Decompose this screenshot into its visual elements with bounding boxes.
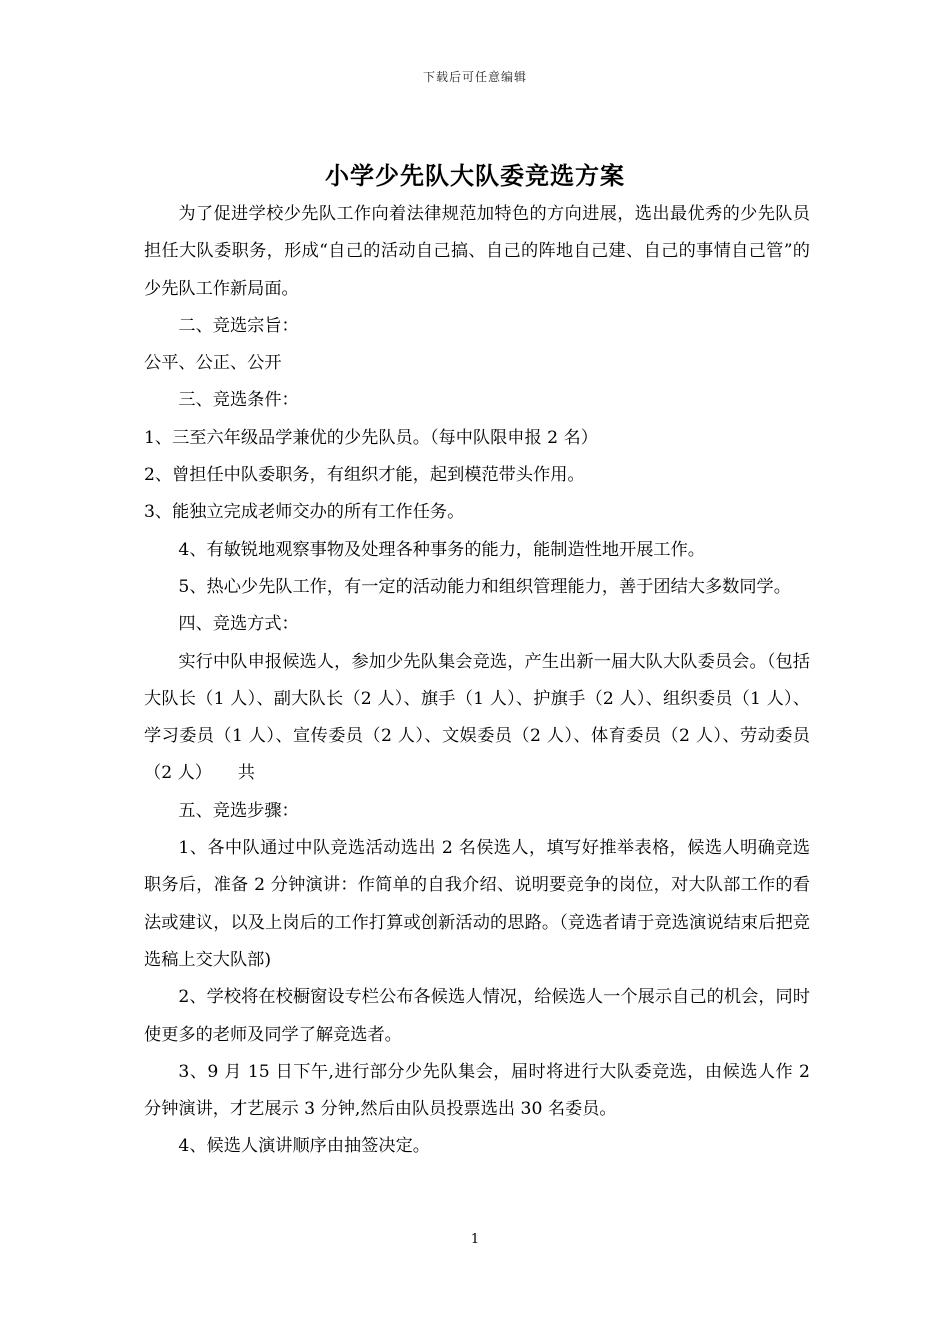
condition-item-5: 5、热心少先队工作，有一定的活动能力和组织管理能力，善于团结大多数同学。: [178, 576, 791, 597]
condition-item-4: 4、有敏锐地观察事物及处理各种事务的能力，能制造性地开展工作。: [178, 539, 705, 560]
section-heading-purpose: 二、竞选宗旨：: [178, 315, 299, 336]
method-paragraph: 实行中队申报候选人，参加少先队集会竞选，产生出新一届大队大队委员会。（包括大队长（1 人）、副大队长（2 人）、旗手（1 人）、护旗手（2 人）、组织委员（1 人）、学习委员（1 人）、宣传委员（2 人）、文娱委员（2 人）、体育委员（2 人）、劳动委员（2 人） 共: [144, 651, 810, 784]
condition-item-2: 2、曾担任中队委职务，有组织才能，起到模范带头作用。: [144, 465, 585, 486]
page-number: 1: [470, 1232, 480, 1247]
condition-item-3: 3、能独立完成老师交办的所有工作任务。: [144, 502, 465, 523]
document-body: [144, 196, 810, 1166]
intro-paragraph: 为了促进学校少先队工作向着法律规范加特色的方向进展，选出最优秀的少先队员担任大队委职务，形成“自己的活动自己搞、自己的阵地自己建、自己的事情自己管”的少先队工作新局面。: [144, 204, 810, 299]
document-title: 小学少先队大队委竞选方案: [325, 161, 625, 190]
step-item-2: 2、学校将在校橱窗设专栏公布各候选人情况，给候选人一个展示自己的机会，同时使更多的老师及同学了解竞选者。: [144, 987, 810, 1045]
step-item-3: 3、9 月 15 日下午,进行部分少先队集会，届时将进行大队委竞选，由候选人作 2 分钟演讲，才艺展示 3 分钟,然后由队员投票选出 30 名委员。: [144, 1061, 810, 1120]
section-heading-steps: 五、竞选步骤：: [178, 800, 299, 821]
step-item-1: 1、各中队通过中队竞选活动选出 2 名侯选人，填写好推举表格，候选人明确竞选职务后，准备 2 分钟演讲：作简单的自我介绍、说明要竞争的岗位，对大队部工作的看法或建议，以及上岗后的工作打算或创新活动的思路。（竞选者请于竞选演说结束后把竞选稿上交大队部): [144, 838, 810, 970]
section-heading-method: 四、竞选方式：: [178, 614, 299, 635]
condition-item-1: 1、三至六年级品学兼优的少先队员。（每中队限申报 2 名）: [144, 427, 598, 448]
step-item-4: 4、候选人演讲顺序由抽签决定。: [178, 1136, 430, 1157]
section-heading-conditions: 三、竞选条件：: [178, 390, 299, 411]
header-note: 下载后可任意编辑: [422, 70, 527, 84]
purpose-text: 公平、公正、公开: [144, 353, 282, 374]
